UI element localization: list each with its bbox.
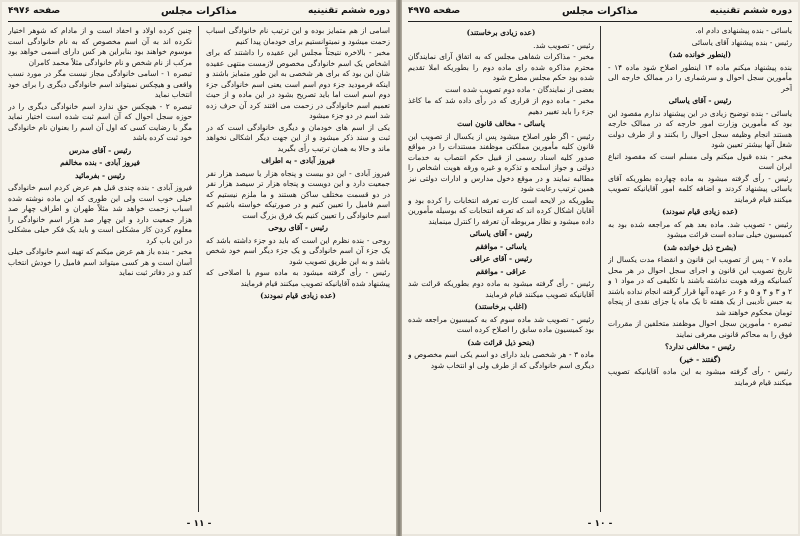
paragraph: (عده زیادی قیام نمودند) <box>260 291 336 300</box>
paragraph: مخبر - ماده دوم از قراری که در رأی داده شد که ما کاغذ جزء را باید تغییر دهیم <box>408 96 594 116</box>
paragraph: رئیس - آقای یاسائی <box>469 229 533 238</box>
paragraph: رئیس - تصویب شد. <box>533 40 594 50</box>
paragraph: رئیس - تصویب شد ماده سوم که به کمیسیون مراجعه شده بود کمیسیون ماده سابق را اصلاح کرده است <box>408 314 594 334</box>
left-header-page-number: صفحه ۴۹۷۶ <box>8 6 61 16</box>
paragraph: مخبر - بنده باز هم عرض میکنم که تهیه اسم خانوادگی خیلی آسان است و هر کسی میتواند اسم فامیل را خودش انتخاب کند و در دفاتر ثبت نماید <box>8 247 192 277</box>
paragraph: یاسائی - موافقم <box>475 241 527 251</box>
paragraph: تبصره - مأمورین سجل احوال موظفند متخلفین از مقررات فوق را به محاکم قانونی معرفی نمایند <box>608 319 792 339</box>
paragraph: (بنحو ذیل قرائت شد) <box>467 337 535 347</box>
left-column-divider <box>198 26 199 512</box>
right-page-column-left <box>408 26 594 512</box>
paragraph: رئیس - آقای مدرس <box>68 145 132 155</box>
paragraph: رئیس - رأی گرفته میشود به این ماده آقایانیکه تصویب میکنند قیام فرمایند <box>608 367 792 387</box>
right-page-footer: - ۱۰ - <box>587 519 613 529</box>
paragraph: (عده زیادی قیام نمودند) <box>662 207 738 216</box>
paragraph: رئیس - بنده پیشنهاد آقای یاسائی <box>691 37 792 47</box>
left-page <box>2 2 396 534</box>
right-header-rule <box>408 21 792 22</box>
paragraph: رئیس - رأی گرفته میشود به ماده چهارده بطوریکه آقای یاسائی پیشنهاد کردند و اضافه کلمه امور آقایانیکه تصویب میکنند قیام فرمایند <box>608 173 792 204</box>
paragraph: مخبر - مذاکرات شفاهی مجلس که به اتفاق آرای نمایندگان محترم مذاکره شده رای ماده دوم را بطوریکه املا تقدیم شده بود حکم مجلس مطرح شود <box>408 52 594 82</box>
paragraph: ماده ۳ - هر شخصی باید دارای دو اسم یکی اسم مخصوص و دیگری اسم خانوادگی که از طرف ولی او انتخاب شود <box>408 350 594 370</box>
paragraph: فیروز آبادی - بنده چندی قبل هم عرض کردم اسم خانوادگی خیلی خوب است ولی این طوری که این ماده نوشته شده اسباب زحمت خواهد شد مثلاً طهران و اطراف چهار صد هزار جمعیت دارد و این چهار صد هزار اسم خانوادگی را معلوم کردن کار مشکلی است و باید یک فکر خیلی مشکلی در این باب کرد <box>8 183 192 245</box>
paragraph: رئیس - رأی گرفته میشود به ماده سوم با اصلاحی که پیشنهاد شده آقایانیکه تصویب میکنند قیام فرمایند <box>206 268 390 288</box>
paragraph: یاسائی - مخالف قانون است <box>457 119 545 128</box>
paragraph: فیروز آبادی - این دو بیست و پنجاه هزار یا سیصد هزار نفر جمعیت دارد و این دویست و پنجاه هزار تر سیصد هزار نفر در دو قسمت مختلف ساکن هستند و ما ملزم نیستیم که اسم فامیل را تعیین کنیم و در صورتیکه خواسته باشیم که اسم خانوادگی را تعیین کنیم یک فرق بزرگ است <box>206 168 390 220</box>
paragraph: مخبر - بالاخره نتیجتاً مجلس این عقیده را داشتند که برای اشخاص یک اسم خانوادگی مخصوص لازمست منتهی عقیده شان این بود که برای هر شخصی به این طور متمایز باشند و اینکه فرمودید جزء دوم اسم است یعنی اسم خانوادگی جزء دوم اسم است اما باید تصریح بشود در این ماده و از حیث تعمیم اسم خانوادگی در زحمت می افتند کرد آن حرف زده شد اسم در دو جزء میشود <box>206 48 390 120</box>
paragraph: عراقی - موافقم <box>475 266 527 276</box>
left-page-column-left <box>8 26 192 512</box>
paragraph: (بشرح ذیل خوانده شد) <box>663 242 737 252</box>
paragraph: رئیس - رأی گرفته میشود به ماده دوم بطوریکه قرائت شد آقایانیکه تصویب میکنند قیام فرمایند <box>408 279 594 299</box>
right-column-divider <box>600 26 601 512</box>
right-header-session: دوره ششم تقنینیه <box>709 6 792 16</box>
right-page-column-right <box>608 26 792 512</box>
paragraph: رئیس - تصویب شد. ماده بعد هم که مراجعه شده بود به کمیسیون خیلی ساده است قرائت میشود <box>608 219 792 239</box>
paragraph: رئیس - آقای یاسائی <box>668 96 732 105</box>
paragraph: بنده پیشنهاد میکنم ماده ۱۴ اینطور اصلاح شود ماده ۱۴ - مأمورین سجل احوال و سرشماری را در ممالک خارجه الی آخر <box>608 62 792 93</box>
paragraph: بعضی از نمایندگان - ماده دوم تصویب شده است <box>445 84 594 94</box>
left-header-session: دوره ششم تقنینیه <box>307 6 390 16</box>
paragraph: (عده زیادی برخاستند) <box>466 28 536 37</box>
right-page <box>402 2 798 534</box>
right-page-header <box>408 6 792 20</box>
paragraph: ماده ۷ - پس از تصویب این قانون و انقضاء مدت یکسال از تاریخ تصویب این قانون و اجرای سجل احوال در هر محل کسانیکه ورقه هویت نداشته باشند با تکلیفی که در مواد ۱ و ۲ و ۳ و ۴ و ۵ و ۶ در عهده آنها قرار گرفته انجام نداده باشند به حبس تأدیبی از یک هفته تا یک ماه یا جزای نقدی از پنجاه تومان محکوم خواهند شد <box>608 255 792 317</box>
paragraph: رئیس - بفرمائید <box>75 170 125 180</box>
paragraph: رئیس - مخالفی ندارد؟ <box>665 342 735 351</box>
paragraph: اسامی از هم متمایز بوده و این ترتیب نام خانوادگی اسباب زحمت میشود و نمیتوانستیم برای خودمان پیدا کنیم <box>206 26 390 46</box>
paragraph: بطوریکه در لایحه است کارت تعرفه انتخابات را کرده بود و آقایان اشکال کرده اند که تعرفه انتخابات که بوسیله مأمورین داده میشود و نظار مربوطه آن تعرفه را کنترل مینمایند <box>408 195 594 226</box>
left-header-title: مذاکرات مجلس <box>160 6 238 17</box>
paragraph: روحی - بنده نظرم این است که باید دو جزء داشته باشد که یک جزء آن اسم خانوادگی و یک جزء دیگر اسم خود شخص باشد و به این طریق تصویب شود <box>206 235 390 266</box>
paragraph: تبصره ۱ - اسامی خانوادگی مجاز نیست مگر در مورد نسب واقعی و هیچکس نمیتواند اسم خانوادگی دیگری را برای خود انتخاب نماید <box>8 69 192 99</box>
right-header-page-number: صفحه ۴۹۷۵ <box>408 6 461 16</box>
paragraph: یاسائی - بنده توضیح زیادی در این پیشنهاد ندارم مقصود این بود که مأمورین وزارت امور خارجه که در ممالک خارجه هستند انجام وظیفه سجل احوال را بکنند و از طرف دولت شغل آنها بیشتر تعیین شود <box>608 108 792 149</box>
paragraph: (اینطور خوانده شد) <box>668 50 732 59</box>
left-header-rule <box>8 21 390 22</box>
paragraph: رئیس - آقای عراقی <box>470 254 532 263</box>
left-page-header <box>8 6 390 20</box>
paragraph: (گفتند - خیر) <box>679 354 721 364</box>
paragraph: مخبر - بنده قبول میکنم ولی مسلم است که مقصود اتباع ایران است <box>608 151 792 171</box>
paragraph: تبصره ۲ - هیچکس حق ندارد اسم خانوادگی دیگری را در حوزه سجل احوال که آن اسم ثبت شده است اختیار نماید مگر با رضایت کسی که اول آن اسم را بعنوان نام خانوادگی خود ثبت کرده باشد <box>8 101 192 142</box>
left-page-footer: - ۱۱ - <box>186 519 212 529</box>
left-page-column-right <box>206 26 390 512</box>
paragraph: یاسائی - بنده پیشنهادی دادم اه. <box>695 26 792 35</box>
paragraph: (اغلب برخاستند) <box>474 302 528 311</box>
paragraph: رئیس - اگر طور اصلاح میشود پس از یکسال از تصویب این قانون کلیه مأمورین مملکتی موظفند مستندات را در مواقع صدور کلیه اسناد رسمی از قبیل حکم انتصاب به خدمات دولتی و جواز اسلحه و تذکره و غیره ورقه هویت اشخاص را مطالبه نمایند و در موقع دخول مدارس و ادارات دولتی نیز همین ترتیب رعایت شود <box>408 131 594 193</box>
paragraph: فیروز آبادی - به اطراف <box>261 156 335 165</box>
paragraph: چنین کرده اولاد و احفاد است و از مادام که شوهر اختیار نکرده اند به آن اسم مخصوص که به نام خانوادگی است موسوم خواهند بود بنابراین هر کس دارای اسمی خواهد بود مرکب از نام شخص و نام خانوادگی مثلاً محمد کامران <box>8 26 192 67</box>
paragraph: یکی از اسم های خودمان و دیگری خانوادگی است که در ثبت و سند ذکر میشود و از این جهت دیگر اشکالی نخواهد ماند و حالا به همان ترتیب رأی بگیرید <box>206 122 390 153</box>
paragraph: فیروز آبادی - بنده مخالفم <box>60 158 140 167</box>
right-header-title: مذاکرات مجلس <box>561 6 639 17</box>
paragraph: رئیس - آقای روحی <box>268 223 328 232</box>
